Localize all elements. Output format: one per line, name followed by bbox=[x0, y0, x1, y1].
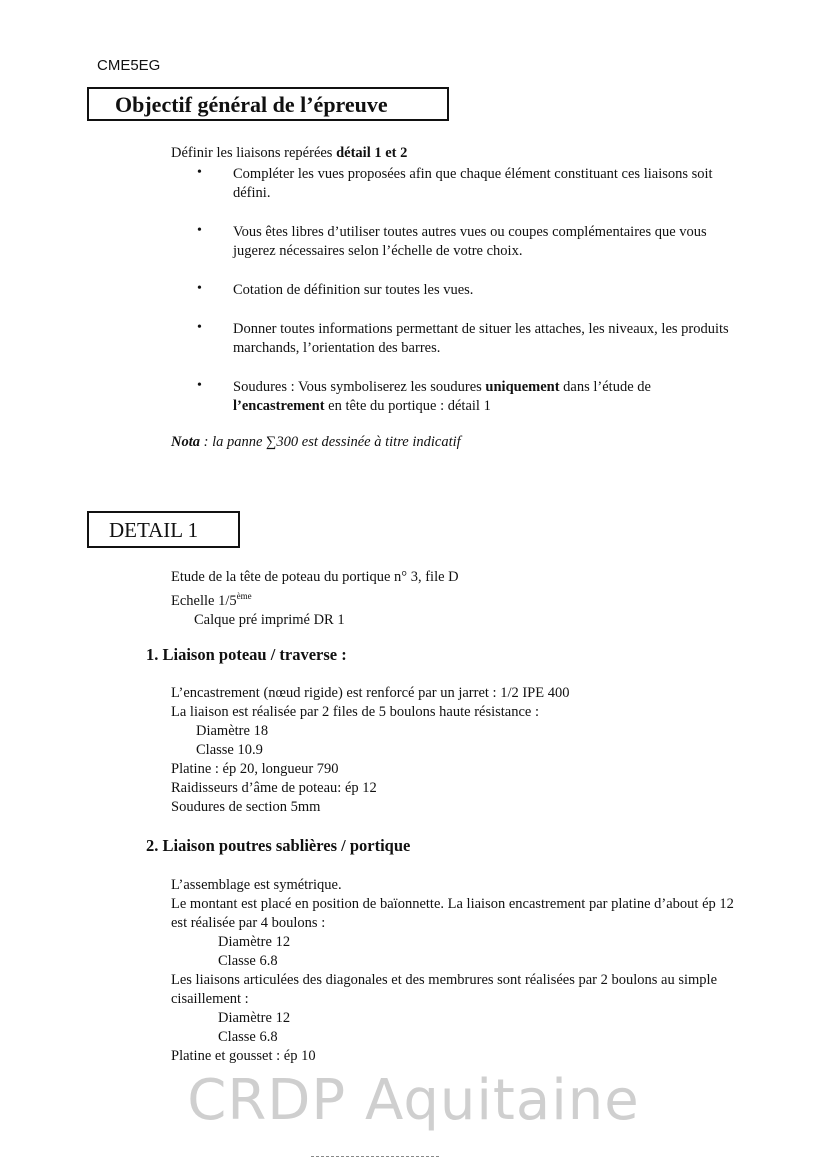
objectif-intro: Définir les liaisons repérées détail 1 et 2 bbox=[171, 145, 408, 161]
section-2-heading: 2. Liaison poutres sablières / portique bbox=[146, 836, 411, 855]
bullet-1: Compléter les vues proposées afin que chaque élément constituant ces liaisons soit défini. bbox=[233, 166, 713, 201]
bullet-dot-icon: • bbox=[197, 223, 202, 238]
section-1-heading: 1. Liaison poteau / traverse : bbox=[146, 645, 347, 664]
section-2-body: L’assemblage est symétrique. Le montant est placé en position de baïonnette. La liaison encastrement par platine d’about ép 12 est réalisée par 4 boulons : Diamètre 12 Classe 6.8 Les liaisons articulées des diagonales et des membrures sont réalisées par 2 boulons au simple cisaillement : Diamètre 12 Classe 6.8 Platine et gousset : ép 10 bbox=[171, 877, 734, 1064]
detail1-title-box bbox=[87, 511, 240, 548]
bullet-dot-icon: • bbox=[197, 165, 202, 180]
bullet-5-welds: Soudures : Vous symboliserez les soudures uniquement dans l’étude de l’encastrement en tête du portique : détail 1 bbox=[233, 379, 651, 414]
detail1-intro: Etude de la tête de poteau du portique n° 3, file D Echelle 1/5ème Calque pré imprimé DR 1 bbox=[171, 569, 459, 628]
objectif-title: Objectif général de l’épreuve bbox=[115, 92, 388, 117]
section-1-body: L’encastrement (nœud rigide) est renforcé par un jarret : 1/2 IPE 400 La liaison est réalisée par 2 files de 5 boulons haute résistance : Diamètre 18 Classe 10.9 Platine : ép 20, longueur 790 Raidisseurs d’âme de poteau: ép 12 Soudures de section 5mm bbox=[171, 685, 570, 815]
document-code: CME5EG bbox=[97, 57, 161, 74]
objectif-title-box bbox=[87, 87, 449, 121]
bullet-dot-icon: • bbox=[197, 378, 202, 393]
bullet-2: Vous êtes libres d’utiliser toutes autres vues ou coupes complémentaires que vous jugerez nécessaires selon l’échelle de votre choix. bbox=[233, 224, 707, 259]
nota: Nota : la panne ∑300 est dessinée à titre indicatif bbox=[171, 434, 461, 450]
bullet-3: Cotation de définition sur toutes les vues. bbox=[233, 282, 474, 298]
bullet-dot-icon: • bbox=[197, 281, 202, 296]
footer-rule bbox=[311, 1156, 439, 1157]
bullet-4: Donner toutes informations permettant de situer les attaches, les niveaux, les produits marchands, l’orientation des barres. bbox=[233, 321, 729, 356]
detail1-title: DETAIL 1 bbox=[109, 518, 199, 542]
bullet-dot-icon: • bbox=[197, 320, 202, 335]
watermark: CRDP Aquitaine bbox=[187, 1068, 640, 1133]
